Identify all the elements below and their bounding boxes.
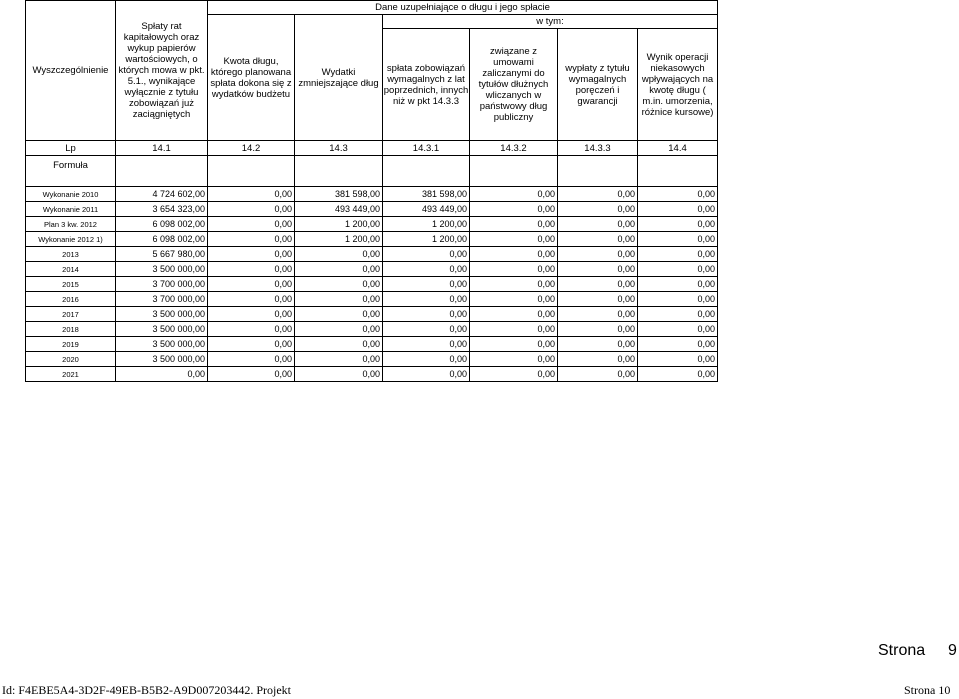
value-cell: 0,00 — [208, 202, 295, 217]
value-cell: 0,00 — [295, 292, 383, 307]
value-cell: 0,00 — [295, 262, 383, 277]
value-cell: 0,00 — [558, 202, 638, 217]
header-col-2: Kwota długu, którego planowana spłata dokona się z wydatków budżetu — [208, 15, 295, 141]
row-label: Wykonanie 2012 1) — [26, 232, 116, 247]
value-cell: 0,00 — [383, 352, 470, 367]
value-cell: 0,00 — [638, 247, 718, 262]
value-cell: 0,00 — [295, 367, 383, 382]
table-row — [26, 262, 718, 277]
value-cell: 6 098 002,00 — [116, 232, 208, 247]
value-cell: 0,00 — [470, 352, 558, 367]
value-cell: 493 449,00 — [383, 202, 470, 217]
value-cell: 0,00 — [470, 322, 558, 337]
row-label: 2021 — [26, 367, 116, 382]
formula-row — [26, 156, 718, 187]
value-cell: 0,00 — [208, 292, 295, 307]
value-cell: 0,00 — [383, 367, 470, 382]
table-row — [26, 367, 718, 382]
value-cell: 0,00 — [558, 292, 638, 307]
row-label: 2016 — [26, 292, 116, 307]
value-cell: 3 700 000,00 — [116, 292, 208, 307]
header-w-tym: w tym: — [383, 15, 718, 29]
value-cell: 0,00 — [383, 247, 470, 262]
header-col-0: Wyszczególnienie — [26, 1, 116, 141]
value-cell: 0,00 — [295, 322, 383, 337]
value-cell: 0,00 — [558, 262, 638, 277]
value-cell: 0,00 — [116, 367, 208, 382]
value-cell: 0,00 — [470, 367, 558, 382]
lp-cell: 14.2 — [208, 141, 295, 156]
value-cell: 0,00 — [295, 247, 383, 262]
value-cell: 381 598,00 — [295, 187, 383, 202]
value-cell: 0,00 — [558, 337, 638, 352]
table-row — [26, 322, 718, 337]
table-row — [26, 217, 718, 232]
lp-cell: 14.3.2 — [470, 141, 558, 156]
value-cell: 1 200,00 — [295, 232, 383, 247]
header-top-title: Dane uzupełniające o długu i jego spłacie — [208, 1, 718, 15]
header-col-4: spłata zobowiązań wymagalnych z lat poprzednich, innych niż w pkt 14.3.3 — [383, 29, 470, 141]
value-cell: 0,00 — [558, 217, 638, 232]
value-cell: 0,00 — [208, 232, 295, 247]
value-cell: 0,00 — [558, 187, 638, 202]
value-cell: 0,00 — [208, 337, 295, 352]
value-cell: 0,00 — [470, 217, 558, 232]
table-row — [26, 232, 718, 247]
value-cell: 3 500 000,00 — [116, 307, 208, 322]
value-cell: 0,00 — [638, 202, 718, 217]
row-label: 2013 — [26, 247, 116, 262]
row-label: 2018 — [26, 322, 116, 337]
value-cell: 0,00 — [295, 352, 383, 367]
value-cell: 0,00 — [558, 307, 638, 322]
value-cell: 5 667 980,00 — [116, 247, 208, 262]
value-cell: 0,00 — [208, 217, 295, 232]
table-row — [26, 307, 718, 322]
table-row — [26, 247, 718, 262]
value-cell: 0,00 — [470, 262, 558, 277]
row-label: 2019 — [26, 337, 116, 352]
value-cell: 4 724 602,00 — [116, 187, 208, 202]
header-col-6: wypłaty z tytułu wymagalnych poręczeń i gwarancji — [558, 29, 638, 141]
lp-row — [26, 141, 718, 156]
lp-cell: 14.1 — [116, 141, 208, 156]
header-col-5: związane z umowami zaliczanymi do tytułów dłużnych wliczanych w państwowy dług publiczny — [470, 29, 558, 141]
row-label: 2014 — [26, 262, 116, 277]
value-cell: 0,00 — [638, 262, 718, 277]
value-cell: 0,00 — [383, 307, 470, 322]
value-cell: 381 598,00 — [383, 187, 470, 202]
value-cell: 0,00 — [470, 292, 558, 307]
table-row — [26, 277, 718, 292]
formula-label: Formuła — [26, 156, 116, 187]
value-cell: 0,00 — [295, 337, 383, 352]
value-cell: 0,00 — [383, 322, 470, 337]
value-cell: 0,00 — [558, 277, 638, 292]
row-label: Wykonanie 2011 — [26, 202, 116, 217]
value-cell: 0,00 — [558, 352, 638, 367]
data-rows — [26, 187, 718, 382]
value-cell: 0,00 — [208, 352, 295, 367]
value-cell: 0,00 — [208, 262, 295, 277]
table-row — [26, 352, 718, 367]
value-cell: 3 500 000,00 — [116, 337, 208, 352]
value-cell: 0,00 — [470, 187, 558, 202]
value-cell: 3 500 000,00 — [116, 262, 208, 277]
value-cell: 0,00 — [383, 262, 470, 277]
lp-cell: 14.4 — [638, 141, 718, 156]
header-col-3: Wydatki zmniejszające dług — [295, 15, 383, 141]
value-cell: 3 700 000,00 — [116, 277, 208, 292]
value-cell: 0,00 — [208, 247, 295, 262]
header-col-7: Wynik operacji niekasowych wpływających na kwotę długu ( m.in. umorzenia, różnice kursowe) — [638, 29, 718, 141]
value-cell: 0,00 — [558, 322, 638, 337]
value-cell: 0,00 — [208, 307, 295, 322]
value-cell: 0,00 — [383, 277, 470, 292]
value-cell: 0,00 — [208, 367, 295, 382]
table-row — [26, 187, 718, 202]
table-row — [26, 337, 718, 352]
value-cell: 1 200,00 — [383, 217, 470, 232]
value-cell: 0,00 — [470, 247, 558, 262]
value-cell: 0,00 — [638, 217, 718, 232]
value-cell: 0,00 — [208, 277, 295, 292]
table-row — [26, 202, 718, 217]
page-label: Strona — [878, 642, 926, 659]
value-cell: 0,00 — [383, 337, 470, 352]
value-cell: 1 200,00 — [295, 217, 383, 232]
row-label: 2015 — [26, 277, 116, 292]
row-label: 2020 — [26, 352, 116, 367]
value-cell: 3 654 323,00 — [116, 202, 208, 217]
lp-cell: 14.3.1 — [383, 141, 470, 156]
value-cell: 0,00 — [638, 277, 718, 292]
value-cell: 0,00 — [638, 337, 718, 352]
value-cell: 0,00 — [638, 352, 718, 367]
value-cell: 0,00 — [558, 247, 638, 262]
lp-cell: Lp — [26, 141, 116, 156]
value-cell: 0,00 — [208, 322, 295, 337]
row-label: Wykonanie 2010 — [26, 187, 116, 202]
debt-table — [25, 0, 718, 382]
lp-cell: 14.3.3 — [558, 141, 638, 156]
value-cell: 0,00 — [295, 307, 383, 322]
table-row — [26, 292, 718, 307]
document-id: Id: F4EBE5A4-3D2F-49EB-B5B2-A9D007203442. Projekt — [2, 683, 291, 697]
value-cell: 0,00 — [470, 202, 558, 217]
value-cell: 0,00 — [558, 367, 638, 382]
value-cell: 0,00 — [558, 232, 638, 247]
value-cell: 0,00 — [638, 367, 718, 382]
row-label: Plan 3 kw. 2012 — [26, 217, 116, 232]
value-cell: 0,00 — [638, 307, 718, 322]
value-cell: 0,00 — [638, 232, 718, 247]
value-cell: 493 449,00 — [295, 202, 383, 217]
value-cell: 0,00 — [638, 292, 718, 307]
value-cell: 0,00 — [383, 292, 470, 307]
value-cell: 0,00 — [638, 322, 718, 337]
value-cell: 0,00 — [208, 187, 295, 202]
row-label: 2017 — [26, 307, 116, 322]
value-cell: 3 500 000,00 — [116, 352, 208, 367]
header-col-1: Spłaty rat kapitałowych oraz wykup papierów wartościowych, o których mowa w pkt. 5.1., wynikające wyłącznie z tytułu zobowiązań już zaciągniętych — [116, 1, 208, 141]
value-cell: 0,00 — [470, 232, 558, 247]
value-cell: 6 098 002,00 — [116, 217, 208, 232]
value-cell: 0,00 — [638, 187, 718, 202]
value-cell: 0,00 — [470, 337, 558, 352]
value-cell: 0,00 — [470, 307, 558, 322]
page-total: Strona 10 — [904, 683, 951, 697]
value-cell: 0,00 — [470, 277, 558, 292]
lp-cell: 14.3 — [295, 141, 383, 156]
page-number: 9 — [948, 642, 957, 659]
value-cell: 3 500 000,00 — [116, 322, 208, 337]
value-cell: 1 200,00 — [383, 232, 470, 247]
value-cell: 0,00 — [295, 277, 383, 292]
